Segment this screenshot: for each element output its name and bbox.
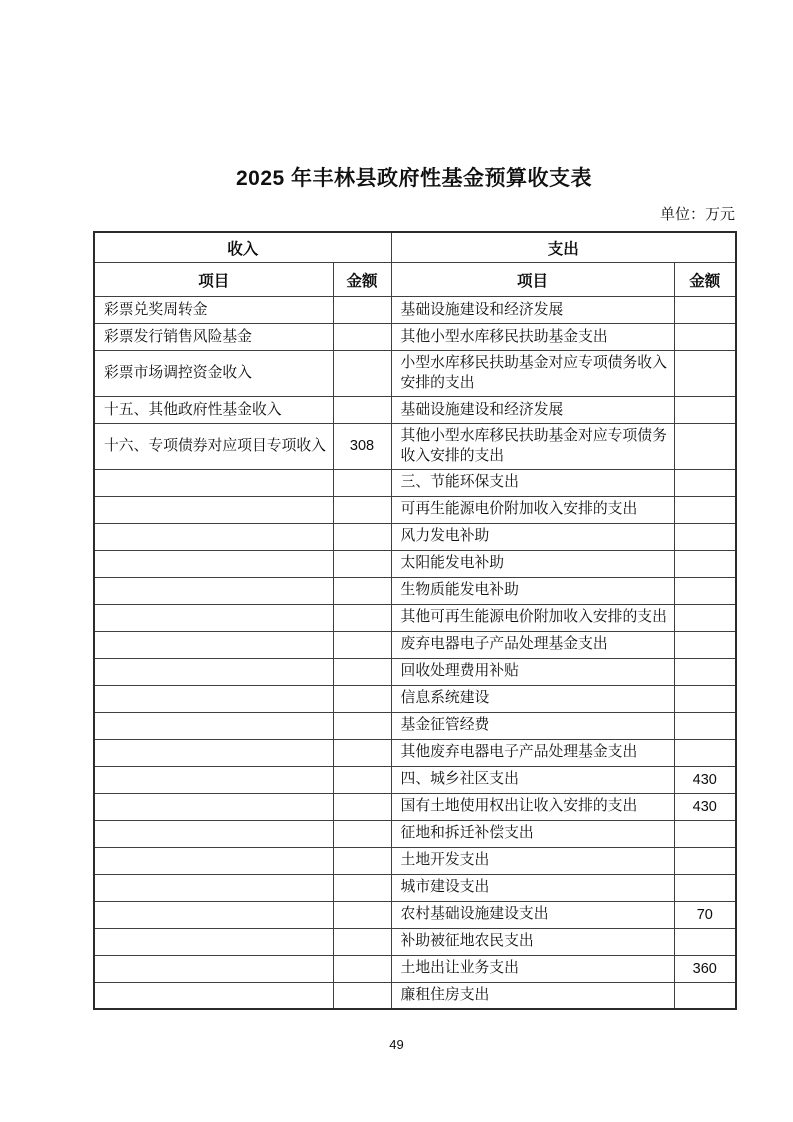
table-row xyxy=(94,793,736,820)
expense-amount-cell: 430 xyxy=(674,793,736,820)
table-row xyxy=(94,496,736,523)
income-amount-cell xyxy=(333,712,391,739)
table-row xyxy=(94,604,736,631)
income-item-cell xyxy=(94,685,333,712)
income-amount-cell xyxy=(333,324,391,351)
table-row xyxy=(94,820,736,847)
income-amount-cell xyxy=(333,577,391,604)
table-row xyxy=(94,631,736,658)
expense-amount-cell xyxy=(674,523,736,550)
expense-item-cell: 其他可再生能源电价附加收入安排的支出 xyxy=(391,604,674,631)
expenditure-item-header: 项目 xyxy=(391,263,674,297)
table-row xyxy=(94,469,736,496)
income-item-cell xyxy=(94,820,333,847)
expenditure-amount-header: 金额 xyxy=(674,263,736,297)
expense-item-cell: 回收处理费用补贴 xyxy=(391,658,674,685)
expense-item-cell: 基金征管经费 xyxy=(391,712,674,739)
expense-amount-cell: 430 xyxy=(674,766,736,793)
expense-item-cell: 四、城乡社区支出 xyxy=(391,766,674,793)
expense-item-cell: 征地和拆迁补偿支出 xyxy=(391,820,674,847)
expense-amount-cell xyxy=(674,604,736,631)
page-number: 49 xyxy=(389,1037,404,1052)
income-item-cell xyxy=(94,982,333,1009)
unit-label: 单位：万元 xyxy=(659,207,735,223)
expense-amount-cell xyxy=(674,820,736,847)
expense-item-cell: 廉租住房支出 xyxy=(391,982,674,1009)
table-row xyxy=(94,685,736,712)
table-row xyxy=(94,712,736,739)
income-amount-cell xyxy=(333,820,391,847)
table-row xyxy=(94,901,736,928)
income-amount-cell xyxy=(333,847,391,874)
expense-amount-cell xyxy=(674,928,736,955)
expense-amount-cell xyxy=(674,712,736,739)
income-item-cell xyxy=(94,604,333,631)
table-row xyxy=(94,550,736,577)
income-item-cell xyxy=(94,496,333,523)
expense-item-cell: 可再生能源电价附加收入安排的支出 xyxy=(391,496,674,523)
expense-amount-cell xyxy=(674,469,736,496)
income-amount-cell xyxy=(333,396,391,423)
expense-item-cell: 小型水库移民扶助基金对应专项债务收入安排的支出 xyxy=(391,351,674,397)
expenditure-section-header: 支出 xyxy=(391,232,736,263)
expense-amount-cell xyxy=(674,297,736,324)
income-item-cell xyxy=(94,901,333,928)
income-item-cell xyxy=(94,955,333,982)
expense-item-cell: 城市建设支出 xyxy=(391,874,674,901)
table-row xyxy=(94,324,736,351)
income-item-cell xyxy=(94,469,333,496)
budget-table-body xyxy=(94,297,736,1010)
income-item-cell xyxy=(94,658,333,685)
income-item-cell xyxy=(94,793,333,820)
expense-amount-cell xyxy=(674,739,736,766)
expense-amount-cell xyxy=(674,423,736,469)
income-item-cell xyxy=(94,874,333,901)
income-amount-cell xyxy=(333,739,391,766)
income-item-cell xyxy=(94,928,333,955)
table-row xyxy=(94,396,736,423)
table-row xyxy=(94,739,736,766)
income-item-cell xyxy=(94,739,333,766)
expense-item-cell: 基础设施建设和经济发展 xyxy=(391,297,674,324)
expense-amount-cell xyxy=(674,982,736,1009)
document-content xyxy=(93,0,735,1010)
income-amount-cell xyxy=(333,874,391,901)
expense-amount-cell xyxy=(674,631,736,658)
table-row xyxy=(94,523,736,550)
income-amount-cell xyxy=(333,793,391,820)
income-amount-cell xyxy=(333,297,391,324)
expense-amount-cell xyxy=(674,496,736,523)
section-header-row xyxy=(94,232,736,263)
expense-item-cell: 三、节能环保支出 xyxy=(391,469,674,496)
income-amount-cell xyxy=(333,685,391,712)
table-row xyxy=(94,297,736,324)
income-amount-cell xyxy=(333,982,391,1009)
income-amount-cell xyxy=(333,928,391,955)
expense-amount-cell xyxy=(674,577,736,604)
expense-item-cell: 补助被征地农民支出 xyxy=(391,928,674,955)
expense-item-cell: 其他小型水库移民扶助基金支出 xyxy=(391,324,674,351)
income-section-header: 收入 xyxy=(94,232,391,263)
table-row xyxy=(94,766,736,793)
expense-item-cell: 废弃电器电子产品处理基金支出 xyxy=(391,631,674,658)
income-item-cell xyxy=(94,631,333,658)
expense-item-cell: 其他废弃电器电子产品处理基金支出 xyxy=(391,739,674,766)
expense-item-cell: 生物质能发电补助 xyxy=(391,577,674,604)
table-row xyxy=(94,351,736,397)
expense-amount-cell: 360 xyxy=(674,955,736,982)
expense-item-cell: 基础设施建设和经济发展 xyxy=(391,396,674,423)
expense-amount-cell xyxy=(674,658,736,685)
income-item-cell xyxy=(94,577,333,604)
expense-amount-cell xyxy=(674,550,736,577)
income-amount-cell xyxy=(333,523,391,550)
income-amount-cell xyxy=(333,496,391,523)
income-item-cell xyxy=(94,550,333,577)
page-title: 2025 年丰林县政府性基金预算收支表 xyxy=(235,167,593,190)
income-item-cell: 彩票兑奖周转金 xyxy=(94,297,333,324)
expense-item-cell: 信息系统建设 xyxy=(391,685,674,712)
income-item-cell xyxy=(94,523,333,550)
table-row xyxy=(94,577,736,604)
table-row xyxy=(94,955,736,982)
income-item-cell xyxy=(94,847,333,874)
income-amount-cell xyxy=(333,766,391,793)
table-row xyxy=(94,874,736,901)
table-row xyxy=(94,982,736,1009)
expense-item-cell: 国有土地使用权出让收入安排的支出 xyxy=(391,793,674,820)
expense-amount-cell xyxy=(674,874,736,901)
budget-table xyxy=(93,231,737,1010)
table-row xyxy=(94,928,736,955)
income-amount-cell xyxy=(333,550,391,577)
income-amount-cell xyxy=(333,658,391,685)
expense-amount-cell xyxy=(674,351,736,397)
income-amount-cell xyxy=(333,351,391,397)
table-row xyxy=(94,658,736,685)
expense-item-cell: 其他小型水库移民扶助基金对应专项债务收入安排的支出 xyxy=(391,423,674,469)
table-row xyxy=(94,423,736,469)
expense-item-cell: 风力发电补助 xyxy=(391,523,674,550)
income-item-cell: 十五、其他政府性基金收入 xyxy=(94,396,333,423)
income-item-cell: 彩票发行销售风险基金 xyxy=(94,324,333,351)
expense-amount-cell xyxy=(674,847,736,874)
column-header-row xyxy=(94,263,736,297)
income-item-cell xyxy=(94,712,333,739)
income-amount-header: 金额 xyxy=(333,263,391,297)
expense-item-cell: 土地开发支出 xyxy=(391,847,674,874)
income-amount-cell xyxy=(333,901,391,928)
income-item-cell: 彩票市场调控资金收入 xyxy=(94,351,333,397)
expense-item-cell: 太阳能发电补助 xyxy=(391,550,674,577)
income-amount-cell xyxy=(333,955,391,982)
income-amount-cell xyxy=(333,469,391,496)
income-item-cell xyxy=(94,766,333,793)
expense-amount-cell xyxy=(674,396,736,423)
income-amount-cell: 308 xyxy=(333,423,391,469)
expense-item-cell: 土地出让业务支出 xyxy=(391,955,674,982)
table-row xyxy=(94,847,736,874)
income-item-header: 项目 xyxy=(94,263,333,297)
expense-amount-cell: 70 xyxy=(674,901,736,928)
income-item-cell: 十六、专项债券对应项目专项收入 xyxy=(94,423,333,469)
income-amount-cell xyxy=(333,631,391,658)
expense-item-cell: 农村基础设施建设支出 xyxy=(391,901,674,928)
income-amount-cell xyxy=(333,604,391,631)
expense-amount-cell xyxy=(674,685,736,712)
expense-amount-cell xyxy=(674,324,736,351)
